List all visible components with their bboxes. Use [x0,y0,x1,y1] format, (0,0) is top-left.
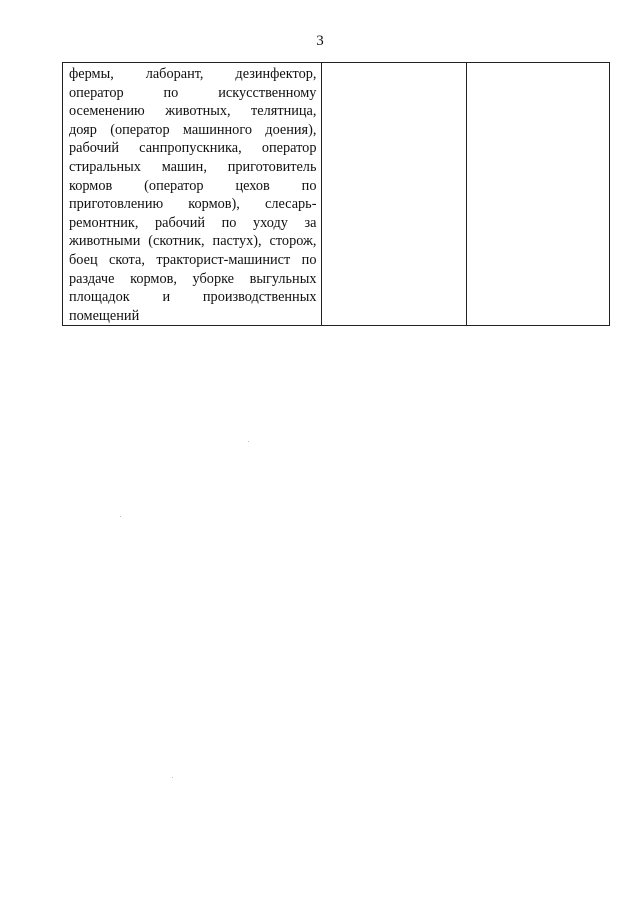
positions-table [62,62,610,326]
text-line: стиральных машин, приготовитель [69,158,317,175]
text-line: боец скота, тракторист-машинист по [69,251,317,268]
scan-speck [120,516,121,517]
text-line: раздаче кормов, уборке выгульных [69,270,317,287]
scan-speck [248,441,249,442]
table-cell-empty [466,63,609,326]
text-line: животными (скотник, пастух), сторож, [69,233,317,250]
text-line: кормов (оператор цехов по [69,177,317,194]
positions-text [63,63,321,325]
scan-speck [172,777,173,778]
text-line: помещений [69,307,140,324]
table-cell-empty [322,63,466,326]
text-line: приготовлению кормов), слесарь- [69,196,317,213]
text-line: площадок и производственных [69,289,317,306]
text-line: ремонтник, рабочий по уходу за [69,214,317,231]
text-line: дояр (оператор машинного доения), [69,121,317,138]
text-line: фермы, лаборант, дезинфектор, [69,66,317,82]
text-line: осеменению животных, телятница, [69,103,317,120]
text-line: рабочий санпропускника, оператор [69,140,317,157]
text-line: оператор по искусственному [69,84,317,101]
page-number: 3 [316,33,324,49]
table-row [63,63,610,326]
table-cell-positions [63,63,322,326]
